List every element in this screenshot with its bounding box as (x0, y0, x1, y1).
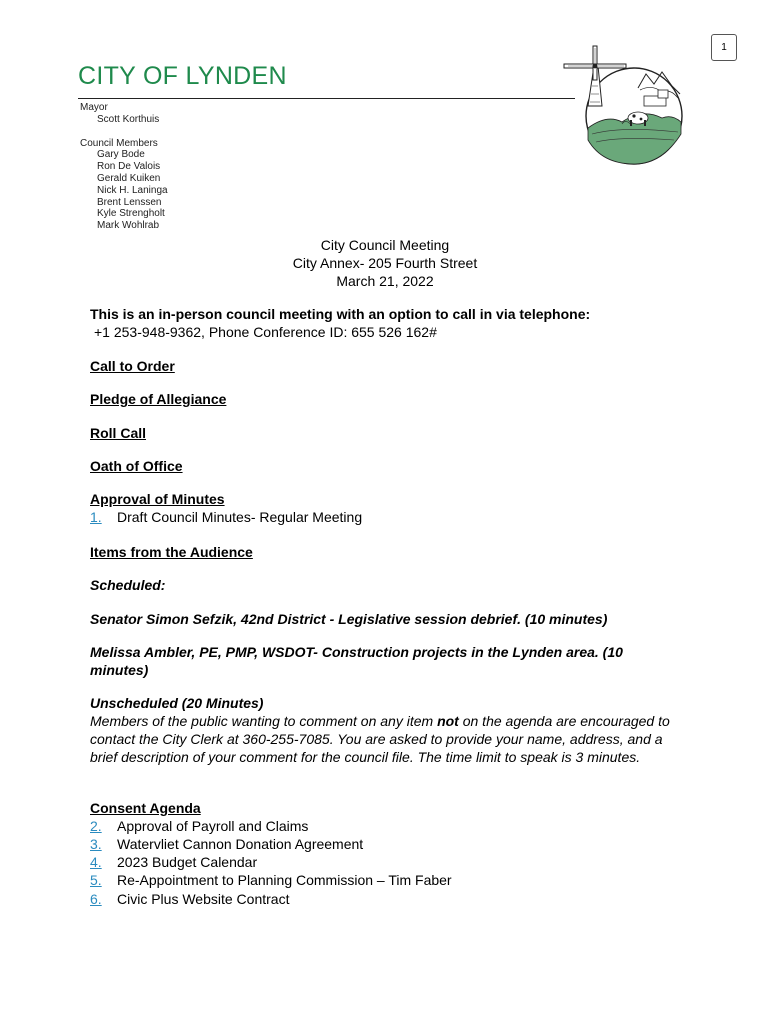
agenda-item-link[interactable]: 2. (90, 818, 102, 834)
agenda-item-link[interactable]: 3. (90, 836, 102, 852)
agenda-item (90, 871, 452, 889)
mayor-label: Mayor (80, 102, 108, 113)
meeting-header (0, 236, 770, 290)
approval-minutes-heading: Approval of Minutes (90, 491, 225, 507)
title-divider (78, 98, 575, 99)
council-member: Nick H. Laninga (97, 184, 168, 196)
agenda-item-link[interactable]: 1. (90, 509, 102, 525)
agenda-item (90, 817, 308, 835)
agenda-item-text: Draft Council Minutes- Regular Meeting (117, 509, 363, 525)
scheduled-speaker-continued: minutes) (90, 662, 149, 678)
agenda-item (90, 508, 362, 526)
agenda-item-text: Watervliet Cannon Donation Agreement (117, 836, 364, 852)
scheduled-speaker: Melissa Ambler, PE, PMP, WSDOT- Construction projects in the Lynden area. (10 (90, 644, 623, 660)
call-to-order-heading: Call to Order (90, 358, 175, 374)
scheduled-speaker: Senator Simon Sefzik, 42nd District - Legislative session debrief. (10 minutes) (90, 611, 608, 627)
call-in-notice (90, 305, 590, 341)
scheduled-label: Scheduled: (90, 577, 166, 593)
agenda-item-link[interactable]: 4. (90, 854, 102, 870)
consent-agenda-heading: Consent Agenda (90, 800, 201, 816)
agenda-item-text: Approval of Payroll and Claims (117, 818, 309, 834)
agenda-item-text: Civic Plus Website Contract (117, 891, 290, 907)
council-member: Gary Bode (97, 149, 145, 161)
city-title: CITY OF LYNDEN (78, 62, 287, 90)
council-member: Mark Wohlrab (97, 220, 160, 232)
oath-heading: Oath of Office (90, 458, 183, 474)
unscheduled-description: Members of the public wanting to comment on any item not on the agenda are encouraged to contact the City Clerk at 360-255-7085. You are asked to provide your name, address, and a brief description of your comment for the council file. The time limit to speak is 3 minutes. (90, 713, 670, 765)
council-member: Kyle Strengholt (97, 208, 165, 220)
mayor-name: Scott Korthuis (97, 113, 160, 125)
agenda-item (90, 835, 363, 853)
agenda-item-text: Re-Appointment to Planning Commission – Tim Faber (117, 872, 452, 888)
roll-call-heading: Roll Call (90, 425, 147, 441)
unscheduled-label: Unscheduled (20 Minutes) (90, 695, 264, 711)
council-members-label: Council Members (80, 137, 158, 149)
council-member: Ron De Valois (97, 161, 161, 173)
agenda-item-text: 2023 Budget Calendar (117, 854, 258, 870)
council-member: Brent Lenssen (97, 196, 162, 208)
council-member: Gerald Kuiken (97, 172, 161, 184)
officials-list (80, 102, 168, 232)
meeting-location: City Annex- 205 Fourth Street (292, 255, 478, 271)
agenda-item-link[interactable]: 5. (90, 872, 102, 888)
pledge-heading: Pledge of Allegiance (90, 391, 227, 407)
city-seal-logo (562, 44, 702, 168)
items-from-audience-heading: Items from the Audience (90, 544, 253, 560)
agenda-item-link[interactable]: 6. (90, 891, 102, 907)
agenda-item (90, 853, 257, 871)
meeting-title: City Council Meeting (320, 237, 450, 253)
agenda-item (90, 890, 289, 908)
phone-conference-line: +1 253-948-9362, Phone Conference ID: 655 526 162# (94, 324, 437, 340)
notice-headline: This is an in-person council meeting with an option to call in via telephone: (90, 306, 591, 322)
meeting-date: March 21, 2022 (336, 273, 434, 289)
page-number-box: 1 (711, 34, 737, 61)
